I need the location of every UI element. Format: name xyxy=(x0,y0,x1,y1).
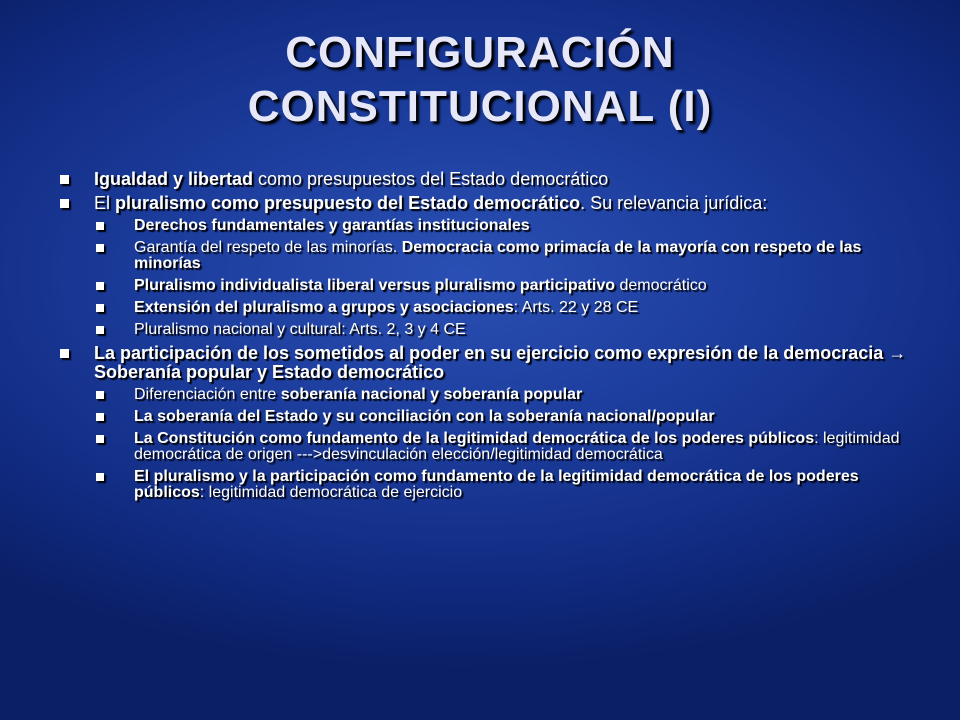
square-bullet-icon xyxy=(60,199,69,208)
sub-bullet-pluralismo-participacion xyxy=(94,469,908,501)
sub-bullet-text-bold: Pluralismo individualista liberal versus pluralismo participativo xyxy=(134,277,616,294)
sub-bullet-text-bold: El pluralismo y la participación como fundamento de la legitimidad democrática de los poderes públicos xyxy=(134,468,859,501)
bullet-pluralismo xyxy=(58,194,908,213)
bullet-text: . Su relevancia jurídica: xyxy=(580,193,768,213)
slide-title-line-2: CONSTITUCIONAL (I) xyxy=(247,82,713,131)
square-bullet-icon xyxy=(96,435,104,443)
bullet-text: El xyxy=(94,193,116,213)
bullet-igualdad-libertad xyxy=(58,170,908,189)
square-bullet-icon xyxy=(96,282,104,290)
sub-bullet-text-bold: Derechos fundamentales y garantías institucionales xyxy=(134,217,530,234)
square-bullet-icon xyxy=(60,175,69,184)
sub-bullet-text-bold: Extensión del pluralismo a grupos y asociaciones xyxy=(134,299,514,316)
square-bullet-icon xyxy=(96,473,104,481)
sub-bullet-constitucion xyxy=(94,431,908,463)
slide-title xyxy=(0,26,960,134)
square-bullet-icon xyxy=(96,391,104,399)
square-bullet-icon xyxy=(96,413,104,421)
sub-bullet-pluralismo-nacional xyxy=(94,322,908,338)
square-bullet-icon xyxy=(60,349,69,358)
square-bullet-icon xyxy=(96,304,104,312)
slide-title-line-1: CONFIGURACIÓN xyxy=(285,28,675,77)
sub-bullet-text: Pluralismo nacional y cultural: Arts. 2, 3 y 4 CE xyxy=(134,321,466,338)
slide-content xyxy=(58,170,908,507)
bullet-text-bold: La participación de los sometidos al poder en su ejercicio como expresión de la democracia → Soberanía popular y Estado democrático xyxy=(94,343,907,382)
sub-bullet-text-bold: La Constitución como fundamento de la legitimidad democrática de los poderes públicos xyxy=(134,430,815,447)
sub-bullet-text: democrático xyxy=(615,277,707,294)
sub-bullet-text: Garantía del respeto de las minorías. xyxy=(134,239,402,256)
square-bullet-icon xyxy=(96,244,104,252)
sub-bullet-pluralismo-individualista xyxy=(94,278,908,294)
bullet-text: como presupuestos del Estado democrático xyxy=(253,169,609,189)
sub-bullet-text-bold: La soberanía del Estado y su conciliación con la soberanía nacional/popular xyxy=(134,408,715,425)
sub-bullet-derechos xyxy=(94,218,908,234)
bullet-text-bold: Igualdad y libertad xyxy=(94,169,254,189)
sub-bullet-text: Diferenciación entre xyxy=(134,386,281,403)
sub-bullet-text: : legitimidad democrática de ejercicio xyxy=(199,484,463,501)
bullet-text-bold: pluralismo como presupuesto del Estado democrático xyxy=(115,193,581,213)
sub-bullet-text: : legitimidad democrática de origen --->desvinculación elección/legitimidad democrática xyxy=(134,430,900,463)
bullet-participacion xyxy=(58,344,908,382)
sub-bullet-soberania-estado xyxy=(94,409,908,425)
square-bullet-icon xyxy=(96,222,104,230)
sub-bullet-text-bold: soberanía nacional y soberanía popular xyxy=(280,386,583,403)
sub-bullet-text-bold: Democracia como primacía de la mayoría con respeto de las minorías xyxy=(134,239,862,272)
sub-bullet-extension xyxy=(94,300,908,316)
square-bullet-icon xyxy=(96,326,104,334)
sub-bullet-minorias xyxy=(94,240,908,272)
sub-bullet-diferenciacion xyxy=(94,387,908,403)
sub-bullet-text: : Arts. 22 y 28 CE xyxy=(513,299,639,316)
